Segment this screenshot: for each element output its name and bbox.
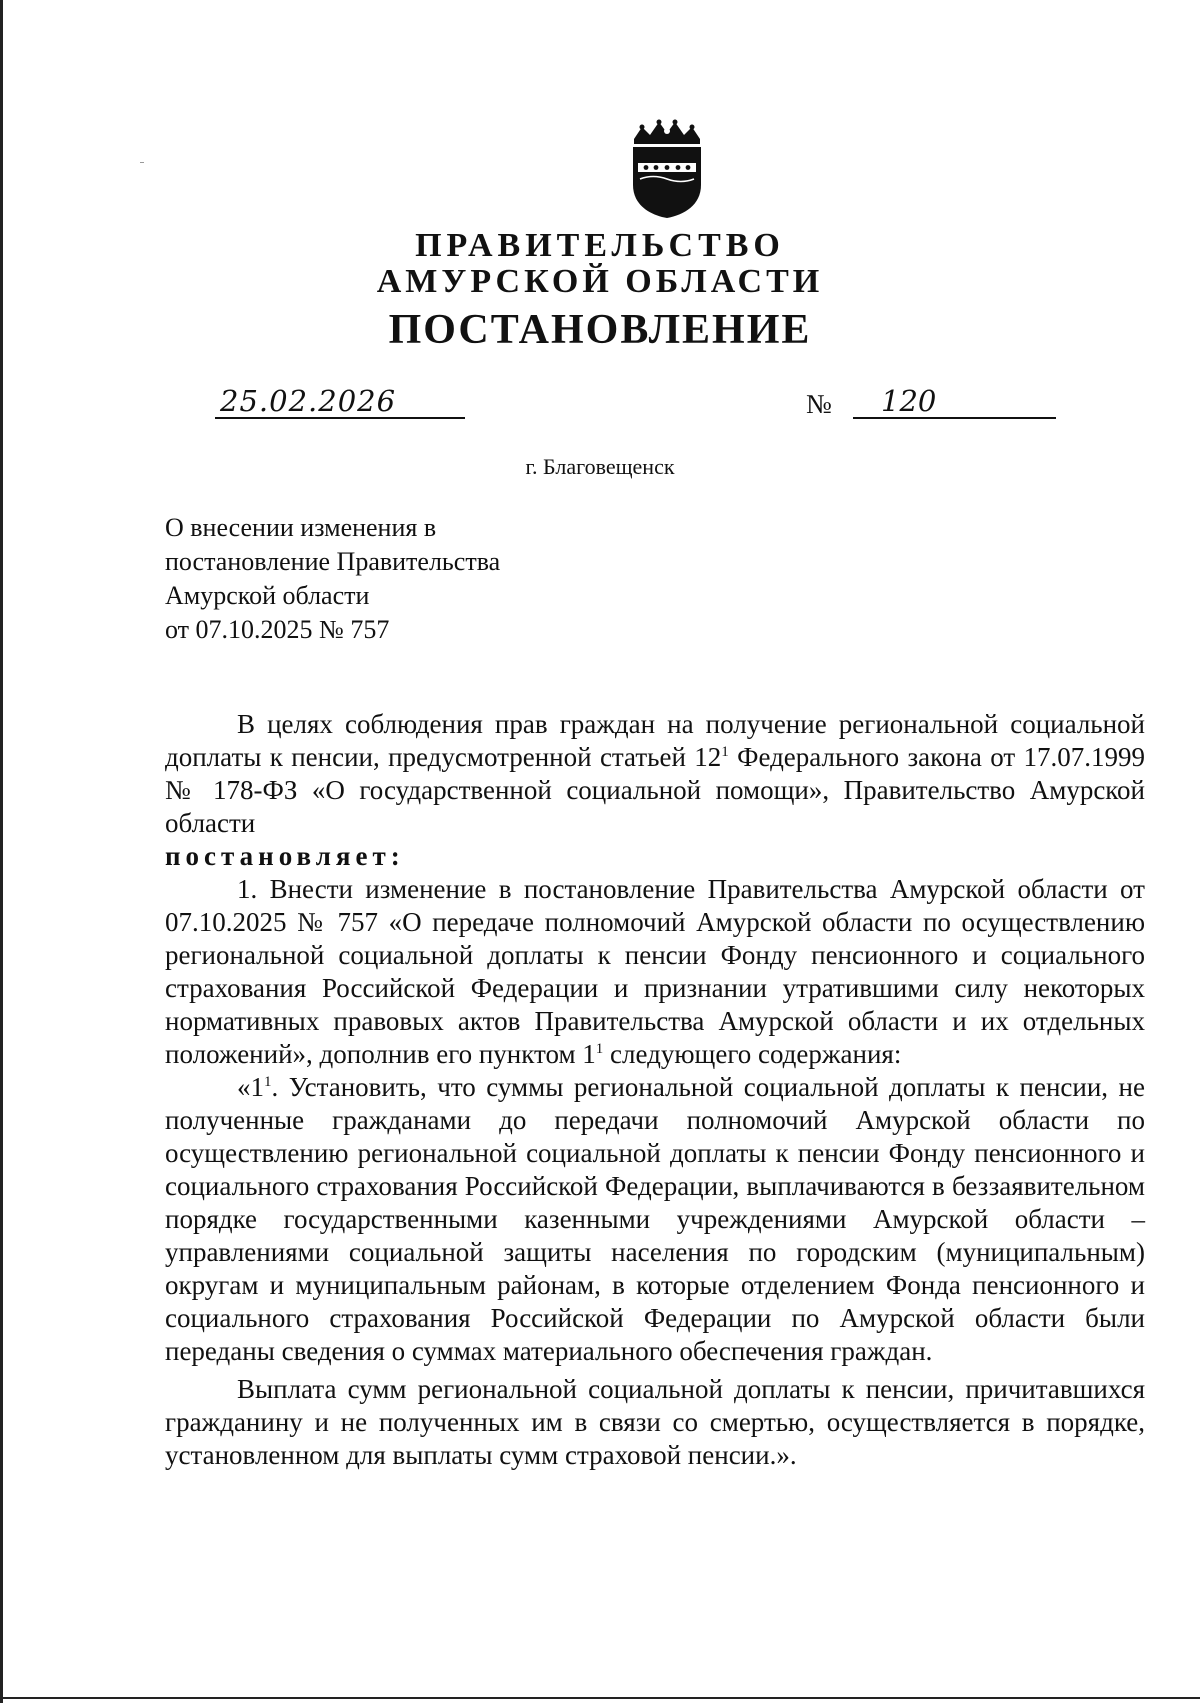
government-title: ПРАВИТЕЛЬСТВО: [415, 227, 785, 264]
quoted-item-paragraph: [165, 1071, 1145, 1368]
subject-line: от 07.10.2025 № 757: [165, 615, 390, 644]
scan-border-bottom: [0, 1697, 1200, 1699]
superscript: 1: [595, 1041, 604, 1057]
city-name: г. Благовещенск: [525, 454, 675, 479]
item-1-paragraph: [165, 873, 1145, 1071]
document-body: [165, 708, 1145, 1472]
preamble-text-rest: Федерального закона от 17.07.1999 № 178-ФЗ «О государственной социальной помощи», Правительство Амурской области: [165, 742, 1145, 838]
preamble-paragraph: [165, 708, 1145, 840]
date-field: [215, 385, 465, 419]
payment-paragraph: Выплата сумм региональной социальной доплаты к пенсии, причитавшихся гражданину и не полученных им в связи со смертью, осуществляется в порядке, установленном для выплаты сумм страховой пенсии.».: [165, 1374, 1145, 1470]
preamble-text: В целях соблюдения прав граждан на получение региональной социальной доплаты к пенсии, предусмотренной статьей 12: [165, 709, 1145, 772]
number-field: [853, 385, 1056, 419]
superscript: 1: [721, 744, 729, 760]
coat-of-arms-icon: [626, 119, 708, 219]
date-value: 25.02.2026: [220, 384, 397, 418]
subject-block: [165, 511, 500, 647]
scan-speck: [140, 162, 144, 163]
item-1-text: 1. Внести изменение в постановление Правительства Амурской области от 07.10.2025 № 757 «О передаче полномочий Амурской области по осуществлению региональной социальной доплаты к пенсии Фонду пенсионного и социального страхования Российской Федерации и признании утратившими силу некоторых нормативных правовых актов Правительства Амурской области и их отдельных положений», дополнив его пунктом 1: [165, 874, 1145, 1069]
region-title: АМУРСКОЙ ОБЛАСТИ: [376, 263, 824, 300]
superscript: 1: [264, 1074, 272, 1090]
document-type-title: ПОСТАНОВЛЕНИЕ: [388, 307, 812, 353]
subject-line: Амурской области: [165, 581, 370, 610]
resolves-heading: постановляет:: [165, 841, 405, 871]
quoted-item-number: «1: [237, 1072, 264, 1102]
number-sign: №: [806, 389, 832, 419]
number-value: 120: [881, 384, 937, 418]
subject-line: О внесении изменения в: [165, 513, 437, 542]
subject-line: постановление Правительства: [165, 547, 501, 576]
item-1-text-rest: следующего содержания:: [603, 1039, 902, 1069]
quoted-item-text: . Установить, что суммы региональной социальной доплаты к пенсии, не полученные гражданами до передачи полномочий Амурской области по осуществлению региональной социальной доплаты к пенсии Фонду пенсионного и социального страхования Российской Федерации, выплачиваются в беззаявительном порядке государственными казенными учреждениями Амурской области – управлениями социальной защиты населения по городским (муниципальным) округам и муниципальным районам, в которые отделением Фонда пенсионного и социального страхования Российской Федерации по Амурской области были переданы сведения о суммах материального обеспечения граждан.: [165, 1072, 1145, 1366]
